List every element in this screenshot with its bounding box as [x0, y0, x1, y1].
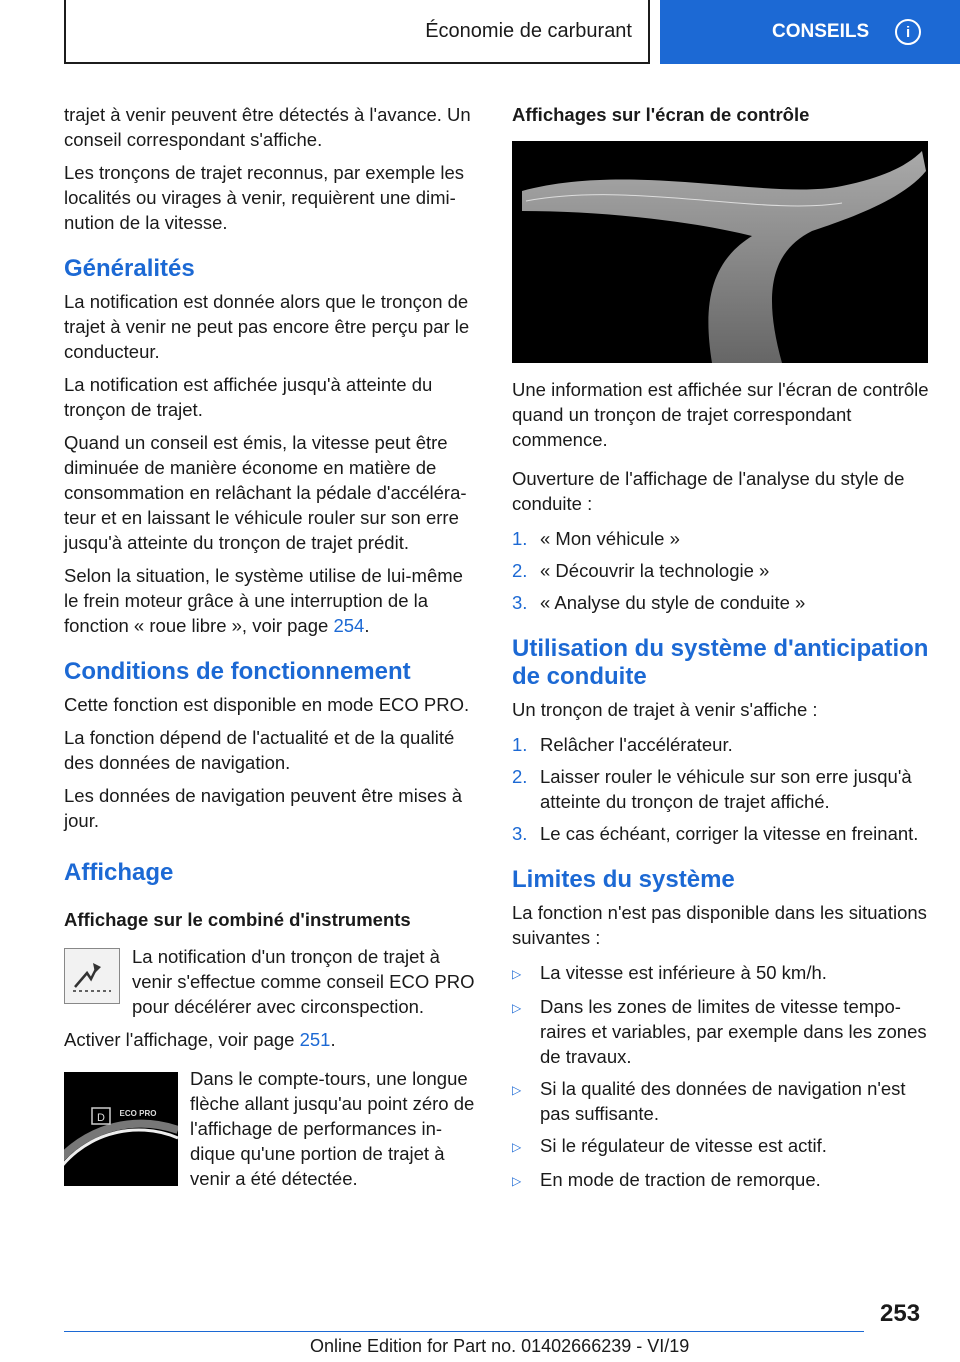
paragraph: La notification est affichée jusqu'à atteinte du tronçon de trajet.	[64, 374, 433, 420]
paragraph: Activer l'affichage, voir page 251.	[64, 1029, 336, 1050]
list-item: ▷ Si le régulateur de vitesse est actif.	[512, 1135, 827, 1156]
road-display-image	[512, 141, 928, 363]
paragraph: La notification est donnée alors que le tronçon de trajet à venir ne peut pas encore être perçu par le conducteur.	[64, 291, 470, 362]
subheading-ecran: Affichages sur l'écran de contrôle	[512, 104, 810, 125]
figure-caption: Dans le compte-tours, une longue flèche allant jusqu'au point zéro de l'affichage de performances indique qu'une portion de trajet à venir a été détectée.	[190, 1068, 475, 1189]
tab-label: CONSEILS	[772, 21, 870, 42]
intro-paragraph: trajet à venir peuvent être détectés à l'avance. Un conseil correspondant s'affiche.	[64, 104, 471, 150]
left-column	[64, 102, 480, 1191]
limites-list	[512, 960, 930, 1194]
intro-paragraph: Les tronçons de trajet reconnus, par exemple les localités ou virages à venir, requièrent une diminution de la vitesse.	[64, 162, 465, 233]
cluster-figure-block	[64, 1066, 480, 1191]
heading-utilisation: Utilisation du système d'anticipation de conduite	[512, 635, 929, 690]
note-text: La notification d'un tronçon de trajet à venir s'effectue comme conseil ECO PRO pour décélérer avec circonspection.	[132, 946, 475, 1017]
utilisation-steps-list	[512, 732, 930, 846]
list-item: ▷ La vitesse est inférieure à 50 km/h.	[512, 962, 827, 983]
list-item: 2. Laisser rouler le véhicule sur son erre jusqu'à atteinte du tronçon de trajet affiché.	[512, 766, 912, 812]
paragraph: Quand un conseil est émis, la vitesse peut être diminuée de manière économe en matière de consommation en relâchant la pédale d'accélérateur et en laissant le véhicule rouler sur son erre jusqu'à atteinte du tronçon de trajet prédit.	[64, 432, 467, 553]
paragraph: Ouverture de l'affichage de l'analyse du style de conduite :	[512, 468, 905, 514]
selon-text: Selon la situation, le système utilise de lui-même le frein moteur grâce à une interruption de la fonction « roue libre », voir page	[64, 565, 463, 636]
cluster-gear-label: D	[97, 1112, 105, 1124]
list-item: ▷ En mode de traction de remorque.	[512, 1169, 821, 1190]
info-icon: i	[895, 19, 921, 45]
paragraph: Selon la situation, le système utilise de lui-même le frein moteur grâce à une interruption de la fonction « roue libre », voir page 254.	[64, 565, 463, 636]
list-item: 2. « Découvrir la technologie »	[512, 560, 770, 581]
subheading-combine: Affichage sur le combiné d'instruments	[64, 909, 411, 930]
right-column	[512, 102, 930, 1202]
list-item: ▷ Si la qualité des données de navigation n'est pas suffisante.	[512, 1078, 906, 1124]
list-item: ▷ Dans les zones de limites de vitesse temporaires et variables, par exemple dans les zones de travaux.	[512, 996, 927, 1067]
list-item: 1. Relâcher l'accélérateur.	[512, 734, 733, 755]
heading-generalites: Généralités	[64, 255, 195, 282]
cluster-mode-label: ECO PRO	[119, 1109, 157, 1118]
paragraph: Les données de navigation peuvent être mises à jour.	[64, 785, 463, 831]
footer-edition: Online Edition for Part no. 01402666239 - VI/19	[310, 1336, 690, 1356]
activer-text: Activer l'affichage, voir page	[64, 1029, 300, 1050]
heading-conditions: Conditions de fonctionnement	[64, 658, 411, 685]
list-item: 3. Le cas échéant, corriger la vitesse en freinant.	[512, 823, 919, 844]
ecran-steps-list	[512, 526, 930, 615]
list-item: 3. « Analyse du style de conduite »	[512, 592, 806, 613]
instrument-cluster-image	[64, 1072, 178, 1186]
paragraph: La fonction n'est pas disponible dans les situations suivantes :	[512, 902, 927, 948]
page-number: 253	[880, 1300, 921, 1327]
note-block	[64, 944, 480, 1019]
paragraph: Une information est affichée sur l'écran de contrôle quand un tronçon de trajet correspondant commence.	[512, 379, 929, 450]
paragraph: Un tronçon de trajet à venir s'affiche :	[512, 699, 818, 720]
footer-divider	[64, 1331, 864, 1332]
section-title: Économie de carburant	[425, 19, 632, 42]
warning-road-icon	[64, 948, 120, 1004]
heading-affichage: Affichage	[64, 859, 174, 886]
list-item: 1. « Mon véhicule »	[512, 528, 680, 549]
header-section-title	[64, 0, 650, 64]
paragraph: Cette fonction est disponible en mode ECO PRO.	[64, 694, 470, 715]
page-link-251[interactable]: 251	[299, 1029, 331, 1050]
heading-limites: Limites du système	[512, 866, 735, 893]
paragraph: La fonction dépend de l'actualité et de la qualité des données de navigation.	[64, 727, 455, 773]
header-tab-conseils[interactable]	[660, 0, 960, 64]
page-link-254[interactable]: 254	[333, 615, 365, 636]
